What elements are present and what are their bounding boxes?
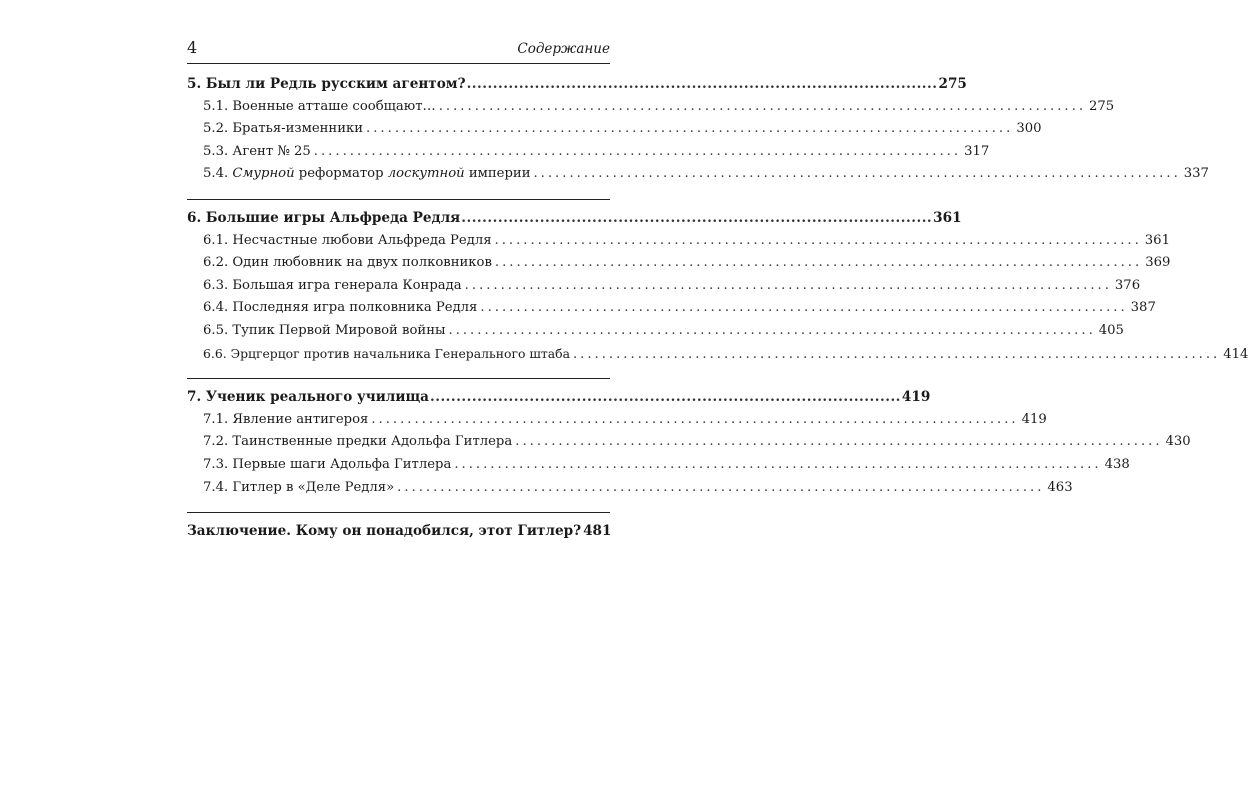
- toc-page-number: 317: [964, 143, 990, 159]
- toc-chapter-label: Заключение. Кому он понадобился, этот Гитлер?: [187, 523, 582, 540]
- dot-leader: ..........................................................................................: [313, 143, 962, 159]
- toc-page-number: 275: [938, 76, 967, 92]
- toc-page-number: 463: [1047, 479, 1073, 495]
- toc-page-number: 430: [1165, 434, 1191, 450]
- table-of-contents: [187, 72, 1248, 556]
- toc-item-label: 5.1. Военные атташе сообщают…: [203, 98, 436, 114]
- toc-page-number: 419: [1021, 411, 1047, 427]
- toc-item-6-3: [187, 277, 1141, 301]
- toc-section-6: [187, 206, 1248, 379]
- dot-leader: ..........................................................................................: [454, 456, 1102, 472]
- label-part-italic: Смурной: [232, 166, 295, 182]
- toc-chapter-5: [187, 76, 967, 99]
- running-title: Содержание: [517, 41, 610, 57]
- toc-item-label: 6.2. Один любовник на двух полковников: [203, 255, 492, 271]
- toc-page-number: 361: [1144, 232, 1170, 248]
- toc-section-7: [187, 385, 1191, 513]
- page-number: 4: [187, 38, 198, 57]
- toc-conclusion-section: [187, 519, 610, 556]
- dot-leader: ..........................................................................................: [397, 479, 1045, 495]
- label-part: реформатор: [294, 166, 388, 182]
- dot-leader: ..........................................................................................: [494, 255, 1143, 271]
- toc-chapter-label: 6. Большие игры Альфреда Редля: [187, 209, 461, 226]
- dot-leader: ..........................................................................................: [533, 166, 1181, 182]
- toc-page-number: 405: [1098, 322, 1124, 338]
- toc-item-5-2: [187, 121, 1042, 144]
- toc-item-6-4: [187, 300, 1156, 323]
- toc-item-7-4: [187, 479, 1073, 503]
- toc-item-label: 5.2. Братья-изменники: [203, 121, 364, 137]
- toc-item-5-1: [187, 98, 1115, 122]
- toc-item-6-6: [187, 345, 1248, 369]
- toc-item-label: 6.6. Эрцгерцог против начальника Генерального штаба: [203, 345, 570, 361]
- toc-section-5: [187, 72, 1209, 200]
- toc-chapter-7: [187, 389, 931, 412]
- label-part: 5.4.: [203, 166, 233, 182]
- toc-page-number: 300: [1016, 121, 1042, 137]
- toc-page-number: 414: [1223, 346, 1248, 362]
- toc-page-number: 419: [901, 389, 931, 406]
- toc-page-number: 481: [583, 523, 612, 540]
- toc-chapter-label: 5. Был ли Редль русским агентом?: [187, 76, 466, 92]
- dot-leader: ..........................................................................................: [448, 322, 1096, 338]
- toc-page-number: 337: [1183, 166, 1209, 182]
- page-header: [187, 38, 610, 64]
- toc-page-number: 275: [1089, 98, 1115, 114]
- dot-leader: ..........................................................................................: [366, 121, 1014, 137]
- toc-item-label: 7.3. Первые шаги Адольфа Гитлера: [203, 456, 452, 472]
- toc-item-label: 6.4. Последняя игра полковника Редля: [203, 300, 478, 316]
- toc-page-number: 369: [1145, 255, 1171, 271]
- toc-item-5-4: [187, 166, 1209, 189]
- label-part-italic: лоскутной: [387, 166, 465, 182]
- dot-leader: ..........................................................................................: [429, 389, 901, 406]
- dot-leader: ..........................................................................................: [572, 346, 1221, 362]
- toc-page-number: 387: [1130, 300, 1156, 316]
- toc-page-number: 361: [933, 209, 962, 226]
- dot-leader: ..........................................................................................: [461, 209, 933, 226]
- toc-item-7-1: [187, 411, 1047, 435]
- toc-item-6-1: [187, 232, 1170, 256]
- toc-conclusion: [187, 523, 610, 546]
- toc-item-6-5: [187, 322, 1124, 346]
- toc-item-7-2: [187, 434, 1191, 457]
- dot-leader: ..........................................................................................: [464, 277, 1112, 293]
- dot-leader: ..........................................................................................: [466, 76, 938, 92]
- toc-item-label: 6.1. Несчастные любови Альфреда Редля: [203, 232, 492, 248]
- toc-item-label: 7.1. Явление антигероя: [203, 411, 369, 427]
- dot-leader: ..........................................................................................: [371, 411, 1019, 427]
- toc-item-label: 6.5. Тупик Первой Мировой войны: [203, 322, 446, 338]
- toc-item-7-3: [187, 456, 1130, 480]
- toc-item-6-2: [187, 255, 1171, 278]
- toc-item-label: 5.3. Агент № 25: [203, 143, 311, 159]
- dot-leader: ..........................................................................................: [438, 98, 1087, 114]
- dot-leader: ..........................................................................................: [480, 300, 1128, 316]
- toc-item-label: 6.3. Большая игра генерала Конрада: [203, 277, 462, 293]
- toc-page-number: 376: [1114, 277, 1141, 293]
- toc-item-label: 7.4. Гитлер в «Деле Редля»: [203, 479, 395, 495]
- toc-item-label: [203, 166, 530, 181]
- dot-leader: ..........................................................................................: [494, 232, 1142, 248]
- toc-item-5-3: [187, 143, 990, 167]
- toc-chapter-label: 7. Ученик реального училища: [187, 389, 429, 406]
- dot-leader: ..........................................................................................: [515, 434, 1163, 450]
- toc-page-number: 438: [1104, 456, 1130, 472]
- toc-chapter-6: [187, 209, 962, 233]
- book-page: [187, 38, 1248, 562]
- label-part: империи: [464, 166, 531, 182]
- toc-item-label: 7.2. Таинственные предки Адольфа Гитлера: [203, 434, 513, 450]
